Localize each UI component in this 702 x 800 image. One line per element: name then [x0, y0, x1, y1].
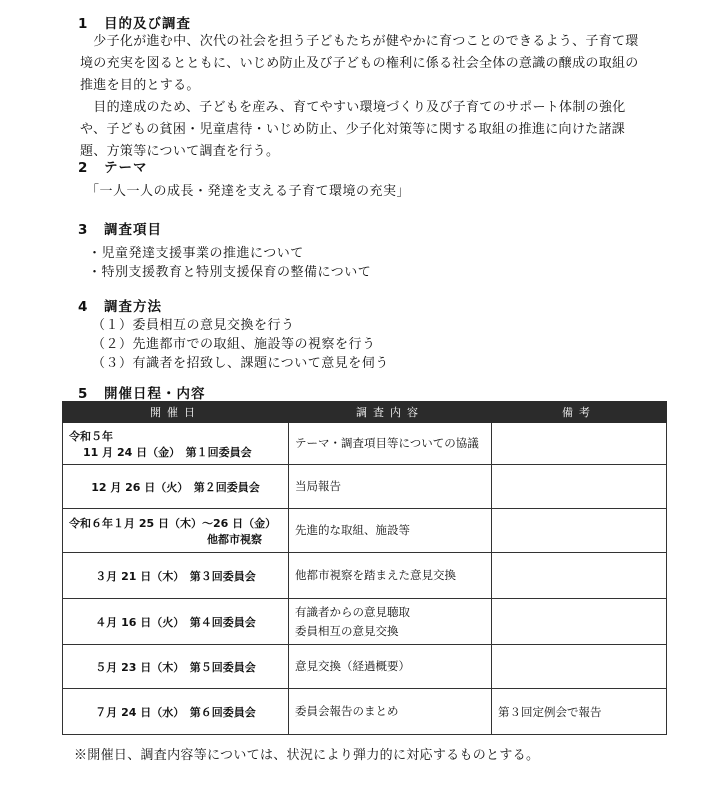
- table-row: [63, 645, 667, 689]
- note-cell: [492, 465, 667, 509]
- date-cell: [63, 423, 289, 465]
- note-cell: [492, 599, 667, 645]
- header-content: 調査内容: [289, 402, 492, 423]
- content-line: テーマ・調査項目等についての協議: [295, 436, 479, 450]
- date-range: 令和６年１月 25 日（木）～26 日（金）: [69, 516, 277, 530]
- section-title: 調査方法: [104, 299, 162, 315]
- content-line: 意見交換（経過概要）: [295, 659, 410, 673]
- section-heading-survey-items: [78, 218, 162, 238]
- content-cell: [289, 645, 492, 689]
- date-text: ５月 23 日（木） 第５回委員会: [95, 660, 256, 674]
- content-cell: [289, 553, 492, 599]
- note-cell: [492, 423, 667, 465]
- table-row: [63, 599, 667, 645]
- schedule-table: [62, 401, 667, 735]
- section-number: 2: [78, 160, 89, 176]
- content-line: 当局報告: [295, 479, 341, 493]
- table-row: [63, 689, 667, 735]
- date-text: 12 月 26 日（火） 第２回委員会: [91, 480, 260, 494]
- date-text: ３月 21 日（木） 第３回委員会: [95, 569, 256, 583]
- section-heading-method: [78, 295, 162, 315]
- method-item: （１）委員相互の意見交換を行う: [92, 318, 295, 333]
- section-heading-schedule: [78, 382, 206, 402]
- note-cell: [492, 553, 667, 599]
- section-number: 3: [78, 222, 89, 238]
- header-date: 開催日: [63, 402, 289, 423]
- purpose-paragraph-2: 目的達成のため、子どもを産み、育てやすい環境づくり及び子育てのサポート体制の強化や、子どもの貧困・児童虐待・いじめ防止、少子化対策等に関する取組の推進に向けた諸課題、方策等について調査を行う。: [80, 100, 626, 159]
- section-heading-theme: [78, 156, 148, 176]
- purpose-paragraph-1: 少子化が進む中、次代の社会を担う子どもたちが健やかに育つことのできるよう、子育て環境の充実を図るとともに、いじめ防止及び子どもの権利に係る社会全体の意識の醸成の取組の推進を目的とする。: [80, 34, 639, 93]
- table-header-row: [63, 402, 667, 423]
- date-cell: [63, 509, 289, 553]
- note-cell: 第３回定例会で報告: [492, 689, 667, 735]
- method-item: （３）有識者を招致し、課題について意見を伺う: [92, 356, 389, 371]
- table-row: [63, 509, 667, 553]
- content-cell: [289, 509, 492, 553]
- section-heading-purpose: [78, 12, 191, 32]
- survey-item: ・特別支援教育と特別支援保育の整備について: [88, 265, 372, 280]
- date-cell: [63, 645, 289, 689]
- content-line: 委員相互の意見交換: [295, 623, 399, 638]
- section-number: 5: [78, 386, 89, 402]
- content-line: 他都市視察を踏まえた意見交換: [295, 568, 456, 582]
- note-cell: [492, 645, 667, 689]
- date-era: 令和５年: [69, 429, 113, 443]
- date-cell: [63, 465, 289, 509]
- theme-text: 「一人一人の成長・発達を支える子育て環境の充実」: [86, 184, 411, 199]
- date-text: ７月 24 日（水） 第６回委員会: [95, 705, 256, 719]
- content-cell: [289, 599, 492, 645]
- date-cell: [63, 553, 289, 599]
- survey-item: ・児童発達支援事業の推進について: [88, 246, 304, 261]
- footnote: ※開催日、調査内容等については、状況により弾力的に対応するものとする。: [74, 748, 540, 763]
- date-text: 11 月 24 日（金） 第１回委員会: [83, 445, 252, 459]
- date-cell: [63, 689, 289, 735]
- table-row: [63, 465, 667, 509]
- table-row: [63, 423, 667, 465]
- date-cell: [63, 599, 289, 645]
- header-note: 備考: [492, 402, 667, 423]
- method-item: （２）先進都市での取組、施設等の視察を行う: [92, 337, 376, 352]
- note-cell: [492, 509, 667, 553]
- section-title: 目的及び調査: [104, 16, 191, 32]
- section-number: 1: [78, 16, 89, 32]
- section-title: 開催日程・内容: [104, 386, 206, 402]
- section-title: テーマ: [104, 160, 148, 176]
- content-line: 委員会報告のまとめ: [295, 704, 399, 718]
- section-title: 調査項目: [104, 222, 162, 238]
- table-row: [63, 553, 667, 599]
- date-text: 他都市視察: [207, 532, 262, 546]
- content-cell: [289, 465, 492, 509]
- section-number: 4: [78, 299, 89, 315]
- content-cell: [289, 689, 492, 735]
- content-cell: [289, 423, 492, 465]
- date-text: ４月 16 日（火） 第４回委員会: [95, 615, 256, 629]
- content-line: 先進的な取組、施設等: [295, 523, 410, 537]
- content-line: 有識者からの意見聴取: [295, 604, 410, 619]
